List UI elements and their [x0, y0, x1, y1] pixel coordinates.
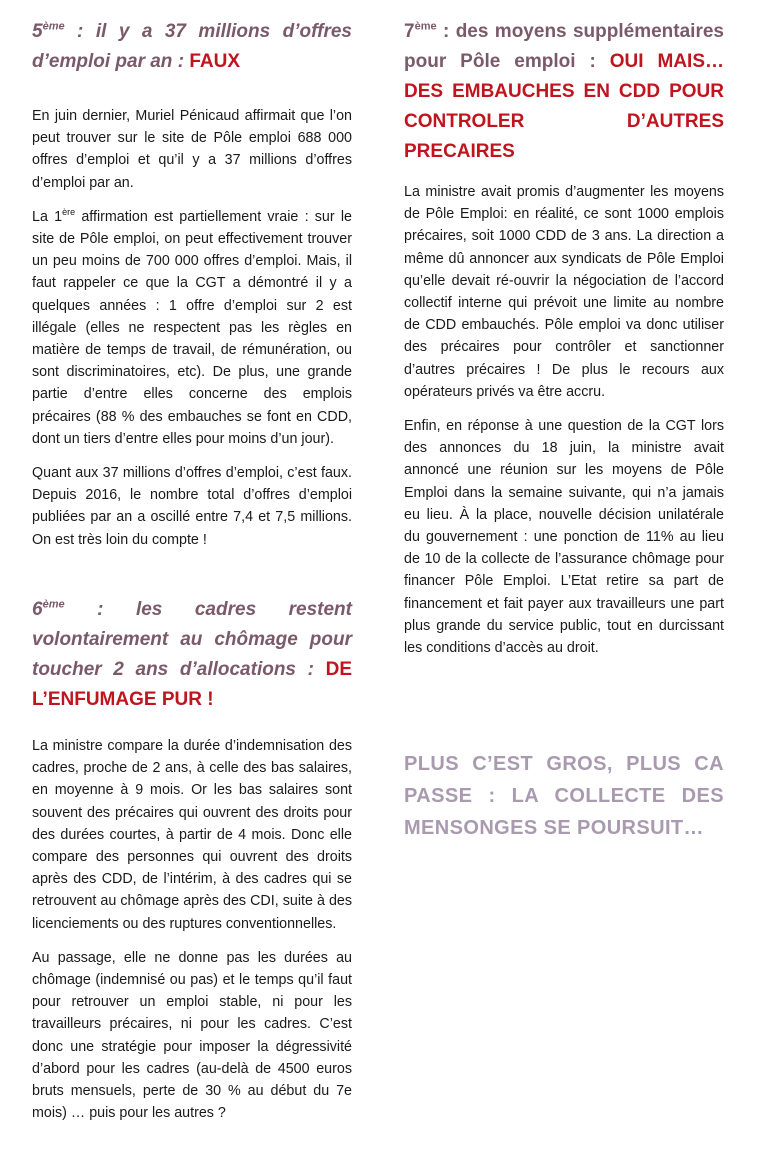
- closing-statement-block: [404, 748, 724, 844]
- section-6-heading: 6ème : les cadres restent volontairement au chômage pour toucher 2 ans d’allocations : DE L’ENFUMAGE PUR !: [32, 598, 352, 710]
- section-6: [32, 595, 352, 1136]
- closing-statement: PLUS C’EST GROS, PLUS CA PASSE : LA COLLECTE DES MENSONGES SE POURSUIT…: [404, 753, 724, 839]
- section-5-paragraph-3: Quant aux 37 millions d’offres d’emploi, c’est faux. Depuis 2016, le nombre total d’offres d’emploi publiées par an a oscillé entre 7,4 et 7,5 millions. On est très loin du compte !: [32, 465, 352, 548]
- section-7-verdict: OUI MAIS… DES EMBAUCHES EN CDD POUR CONTROLER D’AUTRES PRECAIRES: [404, 51, 724, 162]
- section-5-paragraph-2: La 1ère affirmation est partiellement vraie : sur le site de Pôle emploi, on peut effectivement trouver un peu moins de 700 000 offres d’emploi. Mais, il faut rappeler ce que la CGT a démontré il y a quelques années : 1 offre d’emploi sur 2 est illégale (elles ne respectent pas les règles en matière de temps de travail, de rémunération, ou sont discriminatoires, etc). De plus, une grande partie d’entre elles concerne des emplois précaires (88 % des embauches se font en CDD, dont un tiers d’entre elles pour moins d’un jour).: [32, 207, 352, 447]
- section-5: [32, 17, 352, 563]
- section-5-verdict: FAUX: [189, 51, 240, 72]
- section-7-paragraph-1: La ministre avait promis d’augmenter les moyens de Pôle Emploi: en réalité, ce sont 1000 emplois précaires, soit 1000 CDD de 3 ans. La direction a même dû annoncer aux syndicats de Pôle Emploi qu’elle devait ré-ouvrir la négociation de l’accord collectif interne qui prévoit une limite au nombre de CDD embauchés. Pôle emploi va donc utiliser des précaires pour contrôler et sanctionner d’autres précaires ! De plus le recours aux opérateurs privés va être accru.: [404, 184, 724, 400]
- section-7-paragraph-2: Enfin, en réponse à une question de la CGT lors des annonces du 18 juin, la ministre avait annoncé une réunion sur les moyens de Pôle Emploi dans la semaine suivante, qui n’a jamais eu lieu. À la place, nouvelle décision unilatérale du gouvernement : une ponction de 11% au lieu de 10 de la collecte de l’assurance chômage pour financer Pôle Emploi. L’Etat retire sa part de financement et fait payer aux travailleurs une part plus grande du service public, tout en durcissant les conditions d’accès au droit.: [404, 418, 724, 657]
- section-7: [404, 17, 724, 671]
- section-5-paragraph-1: En juin dernier, Muriel Pénicaud affirmait que l’on peut trouver sur le site de Pôle emploi 688 000 offres d’emploi et qu’il y a 37 millions d’offres d’emploi par an.: [32, 108, 352, 191]
- section-6-verdict: DE L’ENFUMAGE PUR !: [32, 659, 352, 710]
- section-5-heading: 5ème : il y a 37 millions d’offres d’emploi par an : FAUX: [32, 20, 352, 72]
- section-7-heading: 7ème : des moyens supplémentaires pour Pôle emploi : OUI MAIS… DES EMBAUCHES EN CDD POUR CONTROLER D’AUTRES PRECAIRES: [404, 20, 724, 162]
- section-6-paragraph-2: Au passage, elle ne donne pas les durées au chômage (indemnisé ou pas) et le temps qu’il faut pour retrouver un emploi stable, ni pour les travailleurs précaires, ni pour les cadres. C’est donc une stratégie pour imposer la dégressivité d’abord pour les cadres (au-delà de 4500 euros bruts mensuels, perte de 30 % au début du 7e mois) … puis pour les autres ?: [32, 949, 352, 1122]
- section-6-paragraph-1: La ministre compare la durée d’indemnisation des cadres, proche de 2 ans, à celle des bas salaires, en moyenne à 9 mois. Or les bas salaires sont souvent des précaires qui ouvrent des droits pour des durées courtes, à partir de 4 mois. Donc elle compare des personnes qui ouvrent des droits après des CDD, de l’intérim, à des cadres qui se retrouvent au chômage après des CDI, suite à des licenciements ou des ruptures conventionnelles.: [32, 738, 352, 932]
